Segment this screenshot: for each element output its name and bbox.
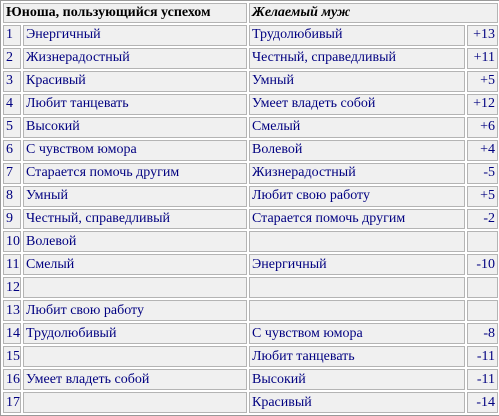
score-difference: -8 xyxy=(467,323,498,344)
desired-husband-trait: Смелый xyxy=(249,117,465,138)
table-row xyxy=(3,254,498,275)
score-difference: -11 xyxy=(467,369,498,390)
score-difference xyxy=(467,277,498,298)
desired-husband-trait: Умный xyxy=(249,71,465,92)
table-row xyxy=(3,346,498,367)
desired-husband-trait xyxy=(249,300,465,321)
popular-youth-trait: Старается помочь другим xyxy=(23,163,247,184)
row-number: 1 xyxy=(3,25,21,46)
desired-husband-trait: Энергичный xyxy=(249,254,465,275)
row-number: 8 xyxy=(3,186,21,207)
popular-youth-trait: Любит свою работу xyxy=(23,300,247,321)
score-difference: -11 xyxy=(467,346,498,367)
popular-youth-trait: Высокий xyxy=(23,117,247,138)
table-row xyxy=(3,369,498,390)
popular-youth-trait: Волевой xyxy=(23,231,247,252)
desired-husband-trait: Красивый xyxy=(249,392,465,413)
header-row xyxy=(3,3,498,23)
row-number: 13 xyxy=(3,300,21,321)
desired-husband-trait: Трудолюбивый xyxy=(249,25,465,46)
popular-youth-trait: Жизнерадостный xyxy=(23,48,247,69)
row-number: 11 xyxy=(3,254,21,275)
row-number: 9 xyxy=(3,209,21,230)
desired-husband-trait: Любит свою работу xyxy=(249,186,465,207)
popular-youth-trait: Смелый xyxy=(23,254,247,275)
table-row xyxy=(3,140,498,161)
score-difference xyxy=(467,300,498,321)
desired-husband-trait: Старается помочь другим xyxy=(249,209,465,230)
row-number: 12 xyxy=(3,277,21,298)
header-popular-youth: Юноша, пользующийся успехом xyxy=(3,3,247,23)
row-number: 16 xyxy=(3,369,21,390)
desired-husband-trait xyxy=(249,231,465,252)
score-difference xyxy=(467,231,498,252)
popular-youth-trait xyxy=(23,277,247,298)
score-difference: +5 xyxy=(467,71,498,92)
popular-youth-trait: Честный, справедливый xyxy=(23,209,247,230)
score-difference: -5 xyxy=(467,163,498,184)
row-number: 6 xyxy=(3,140,21,161)
table-row xyxy=(3,94,498,115)
desired-husband-trait: Волевой xyxy=(249,140,465,161)
popular-youth-trait: Трудолюбивый xyxy=(23,323,247,344)
row-number: 5 xyxy=(3,117,21,138)
table-body xyxy=(3,25,498,413)
row-number: 7 xyxy=(3,163,21,184)
table-row xyxy=(3,117,498,138)
popular-youth-trait: Любит танцевать xyxy=(23,94,247,115)
popular-youth-trait: Умеет владеть собой xyxy=(23,369,247,390)
row-number: 15 xyxy=(3,346,21,367)
score-difference: +6 xyxy=(467,117,498,138)
table-row xyxy=(3,277,498,298)
desired-husband-trait: Жизнерадостный xyxy=(249,163,465,184)
table-row xyxy=(3,25,498,46)
score-difference: +11 xyxy=(467,48,498,69)
desired-husband-trait xyxy=(249,277,465,298)
table-row xyxy=(3,48,498,69)
score-difference: +4 xyxy=(467,140,498,161)
score-difference: -14 xyxy=(467,392,498,413)
popular-youth-trait xyxy=(23,346,247,367)
row-number: 4 xyxy=(3,94,21,115)
table-row xyxy=(3,71,498,92)
row-number: 14 xyxy=(3,323,21,344)
score-difference: +12 xyxy=(467,94,498,115)
table-row xyxy=(3,231,498,252)
table-row xyxy=(3,392,498,413)
desired-husband-trait: С чувством юмора xyxy=(249,323,465,344)
popular-youth-trait: Красивый xyxy=(23,71,247,92)
score-difference: -10 xyxy=(467,254,498,275)
row-number: 10 xyxy=(3,231,21,252)
score-difference: +13 xyxy=(467,25,498,46)
row-number: 17 xyxy=(3,392,21,413)
row-number: 2 xyxy=(3,48,21,69)
table-row xyxy=(3,209,498,230)
header-desired-husband: Желаемый муж xyxy=(249,3,498,23)
table-row xyxy=(3,186,498,207)
popular-youth-trait: С чувством юмора xyxy=(23,140,247,161)
table-row xyxy=(3,163,498,184)
desired-husband-trait: Умеет владеть собой xyxy=(249,94,465,115)
desired-husband-trait: Честный, справедливый xyxy=(249,48,465,69)
popular-youth-trait: Умный xyxy=(23,186,247,207)
desired-husband-trait: Высокий xyxy=(249,369,465,390)
row-number: 3 xyxy=(3,71,21,92)
desired-husband-trait: Любит танцевать xyxy=(249,346,465,367)
popular-youth-trait: Энергичный xyxy=(23,25,247,46)
score-difference: +5 xyxy=(467,186,498,207)
table-row xyxy=(3,323,498,344)
score-difference: -2 xyxy=(467,209,498,230)
popular-youth-trait xyxy=(23,392,247,413)
table-row xyxy=(3,300,498,321)
